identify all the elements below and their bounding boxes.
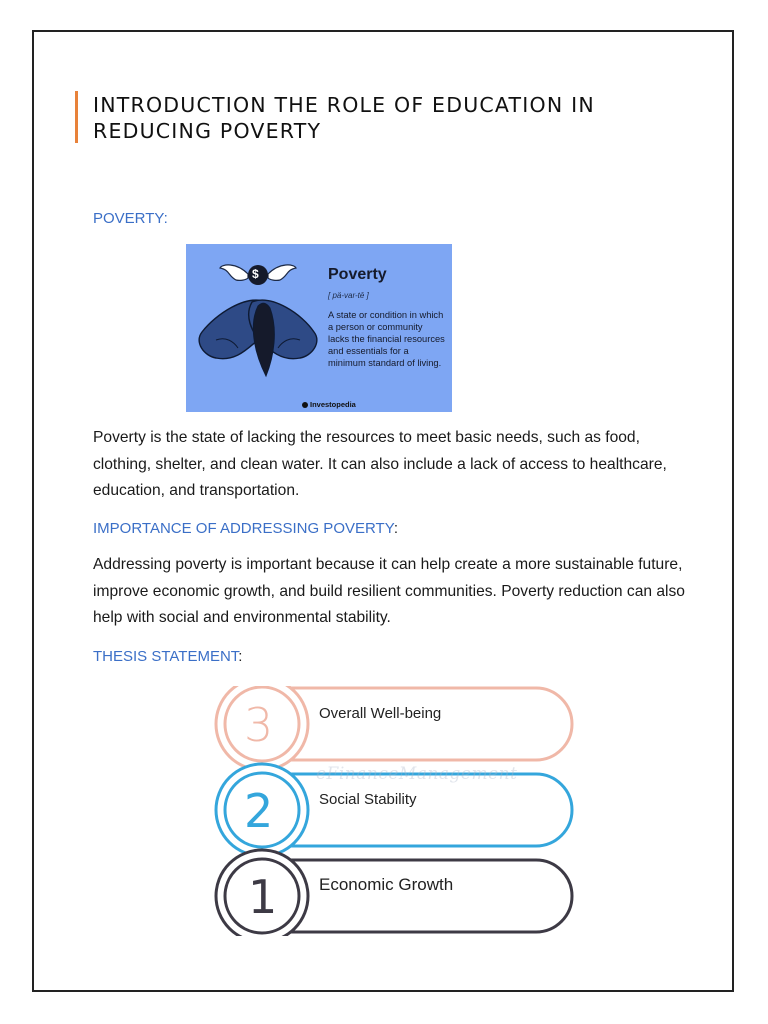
- poverty-illustration: [186, 244, 452, 412]
- heading-thesis-text: THESIS STATEMENT: [93, 648, 239, 665]
- pill-label-economic-growth: Economic Growth: [319, 875, 454, 894]
- heading-thesis-colon: :: [238, 648, 243, 665]
- title-accent-bar: [75, 91, 78, 143]
- pill-number-2: 2: [244, 784, 274, 838]
- dollar-coin-icon: $: [252, 267, 259, 281]
- paragraph-importance: Addressing poverty is important because it can help create a more sustainable future, improve economic growth, and build resilient communities. Poverty reduction can also help with social and environmental stability.: [93, 556, 685, 626]
- document-title: INTRODUCTION THE ROLE OF EDUCATION IN REDUCING POVERTY: [93, 93, 595, 143]
- illustration-brand: [302, 400, 356, 409]
- illustration-definition: A state or condition in which a person or community lacks the financial resources and essentials for a minimum standard of living.: [328, 310, 445, 368]
- investopedia-logo-icon: [302, 402, 308, 408]
- heading-importance-colon: :: [393, 520, 399, 537]
- illustration-word: Poverty: [328, 266, 387, 283]
- heading-thesis: [93, 648, 242, 665]
- pill-label-overall-well-being: Overall Well-being: [319, 705, 442, 722]
- thesis-pill-diagram: [204, 686, 576, 936]
- illustration-pronunciation: [ pä-var-tē ]: [328, 291, 369, 300]
- watermark: eFinanceManagement: [316, 764, 518, 784]
- heading-importance-text: IMPORTANCE OF ADDRESSING POVERTY: [93, 520, 394, 537]
- pill-number-3: 3: [244, 698, 274, 752]
- heading-importance: [93, 520, 398, 537]
- pill-label-social-stability: Social Stability: [319, 791, 417, 808]
- pill-number-1: 1: [248, 870, 278, 924]
- illustration-brand-text: Investopedia: [310, 400, 356, 409]
- paragraph-poverty-definition: Poverty is the state of lacking the resources to meet basic needs, such as food, clothing, shelter, and clean water. It can also include a lack of access to healthcare, education, and transportation.: [93, 429, 667, 499]
- heading-poverty: POVERTY:: [93, 210, 168, 227]
